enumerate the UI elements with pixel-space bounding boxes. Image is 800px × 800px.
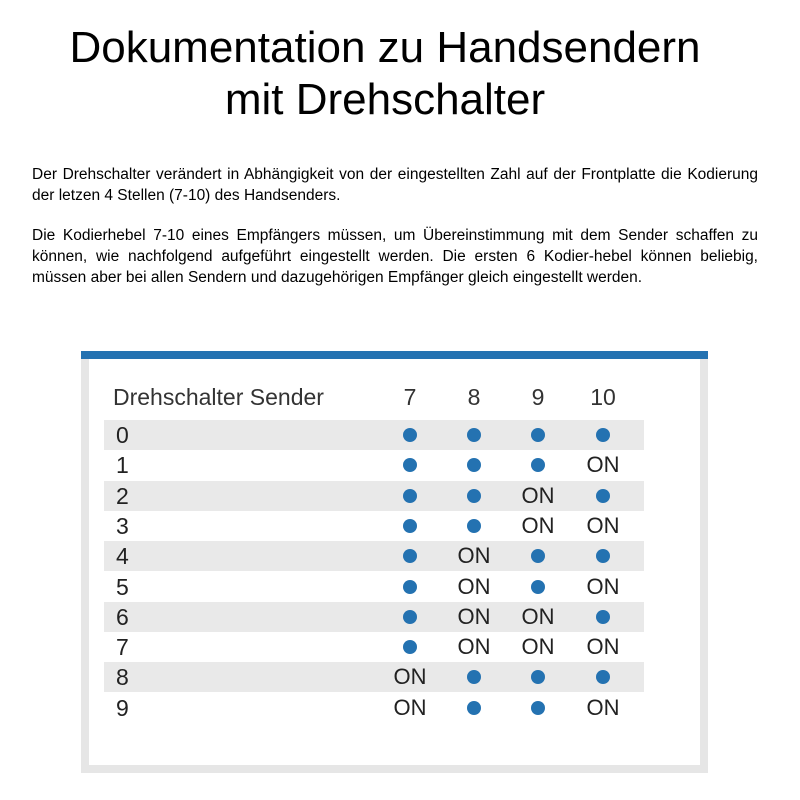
table-row	[104, 572, 644, 602]
on-label: ON	[586, 452, 620, 478]
table-cell	[444, 450, 504, 480]
row-label: 9	[116, 694, 129, 721]
off-dot-icon	[403, 458, 417, 472]
table-cell	[380, 481, 440, 511]
on-label: ON	[457, 634, 491, 660]
off-dot-icon	[403, 519, 417, 533]
table-cell	[444, 420, 504, 450]
off-dot-icon	[403, 640, 417, 654]
on-label: ON	[393, 694, 427, 720]
table-cell	[573, 632, 633, 662]
coding-table	[81, 351, 708, 773]
off-dot-icon	[403, 610, 417, 624]
row-label: 6	[116, 603, 129, 630]
table-cell	[573, 602, 633, 632]
off-dot-icon	[596, 428, 610, 442]
on-label: ON	[393, 664, 427, 690]
on-label: ON	[586, 694, 620, 720]
table-cell	[508, 420, 568, 450]
table-row	[104, 632, 644, 662]
off-dot-icon	[531, 428, 545, 442]
table-row	[104, 511, 644, 541]
table-cell	[444, 693, 504, 723]
on-label: ON	[457, 543, 491, 569]
table-cell	[444, 541, 504, 571]
off-dot-icon	[467, 670, 481, 684]
off-dot-icon	[467, 701, 481, 715]
column-header-9: 9	[531, 384, 545, 410]
off-dot-icon	[467, 519, 481, 533]
table-cell	[573, 420, 633, 450]
off-dot-icon	[531, 458, 545, 472]
on-label: ON	[586, 573, 620, 599]
off-dot-icon	[403, 549, 417, 563]
table-cell	[380, 511, 440, 541]
off-dot-icon	[403, 489, 417, 503]
table-row	[104, 420, 644, 450]
table-cell	[444, 572, 504, 602]
off-dot-icon	[531, 580, 545, 594]
table-cell	[573, 511, 633, 541]
off-dot-icon	[531, 670, 545, 684]
table-row	[104, 541, 644, 571]
table-cell	[508, 481, 568, 511]
table-row	[104, 693, 644, 723]
on-label: ON	[521, 482, 555, 508]
off-dot-icon	[467, 428, 481, 442]
table-cell	[573, 481, 633, 511]
table-body	[89, 359, 700, 765]
row-label: 7	[116, 634, 129, 661]
table-cell	[380, 572, 440, 602]
table-cell	[380, 541, 440, 571]
table-cell	[508, 541, 568, 571]
on-label: ON	[521, 512, 555, 538]
table-row	[104, 450, 644, 480]
table-cell	[380, 450, 440, 480]
row-label: 0	[116, 422, 129, 448]
off-dot-icon	[467, 489, 481, 503]
on-label: ON	[586, 512, 620, 538]
table-accent-bar	[81, 351, 708, 359]
title-line-1: Dokumentation zu Handsendern	[69, 23, 701, 72]
row-label: 1	[116, 452, 129, 479]
on-label: ON	[457, 573, 491, 599]
off-dot-icon	[596, 670, 610, 684]
column-header-8: 8	[467, 384, 481, 410]
description	[32, 164, 758, 307]
column-header-7: 7	[403, 384, 417, 410]
table-cell	[573, 450, 633, 480]
row-label: 3	[116, 512, 129, 539]
table-cell	[573, 662, 633, 692]
row-label: 4	[116, 543, 129, 570]
table-cell	[380, 662, 440, 692]
table-cell	[444, 481, 504, 511]
title-line-2: mit Drehschalter	[224, 75, 546, 124]
table-cell	[508, 511, 568, 541]
row-label: 2	[116, 482, 129, 509]
off-dot-icon	[467, 458, 481, 472]
off-dot-icon	[531, 549, 545, 563]
table-cell	[380, 420, 440, 450]
column-header-10: 10	[590, 384, 616, 410]
table-row	[104, 602, 644, 632]
table-cell	[573, 693, 633, 723]
table-cell	[444, 662, 504, 692]
on-label: ON	[457, 603, 491, 629]
on-label: ON	[521, 603, 555, 629]
table-cell	[444, 632, 504, 662]
table-cell	[573, 572, 633, 602]
off-dot-icon	[403, 580, 417, 594]
row-label: 8	[116, 664, 129, 691]
table-cell	[508, 662, 568, 692]
table-cell	[444, 511, 504, 541]
table-cell	[380, 602, 440, 632]
table-cell	[508, 572, 568, 602]
table-cell	[508, 602, 568, 632]
table-row	[104, 662, 644, 692]
page-title	[0, 22, 770, 126]
paragraph-1: Der Drehschalter verändert in Abhängigkeit von der eingestellten Zahl auf der Frontplatte die Kodierung der letzen 4 Stellen (7-10) des Handsenders.	[32, 166, 758, 204]
header-label: Drehschalter Sender	[113, 384, 324, 410]
table-cell	[380, 693, 440, 723]
paragraph-2: Die Kodierhebel 7-10 eines Empfängers müssen, um Übereinstimmung mit dem Sender schaffen zu können, wie nachfolgend aufgeführt eingestellt werden. Die ersten 6 Kodier-hebel können beliebig, müssen aber bei allen Sendern und dazugehörigen Empfänger gleich eingestellt werden.	[32, 227, 758, 286]
off-dot-icon	[531, 701, 545, 715]
table-cell	[380, 632, 440, 662]
on-label: ON	[521, 634, 555, 660]
table-cell	[508, 632, 568, 662]
table-cell	[508, 693, 568, 723]
off-dot-icon	[596, 489, 610, 503]
table-cell	[508, 450, 568, 480]
table-cell	[444, 602, 504, 632]
off-dot-icon	[596, 549, 610, 563]
table-cell	[573, 541, 633, 571]
off-dot-icon	[403, 428, 417, 442]
off-dot-icon	[596, 610, 610, 624]
on-label: ON	[586, 634, 620, 660]
table-row	[104, 481, 644, 511]
row-label: 5	[116, 573, 129, 600]
